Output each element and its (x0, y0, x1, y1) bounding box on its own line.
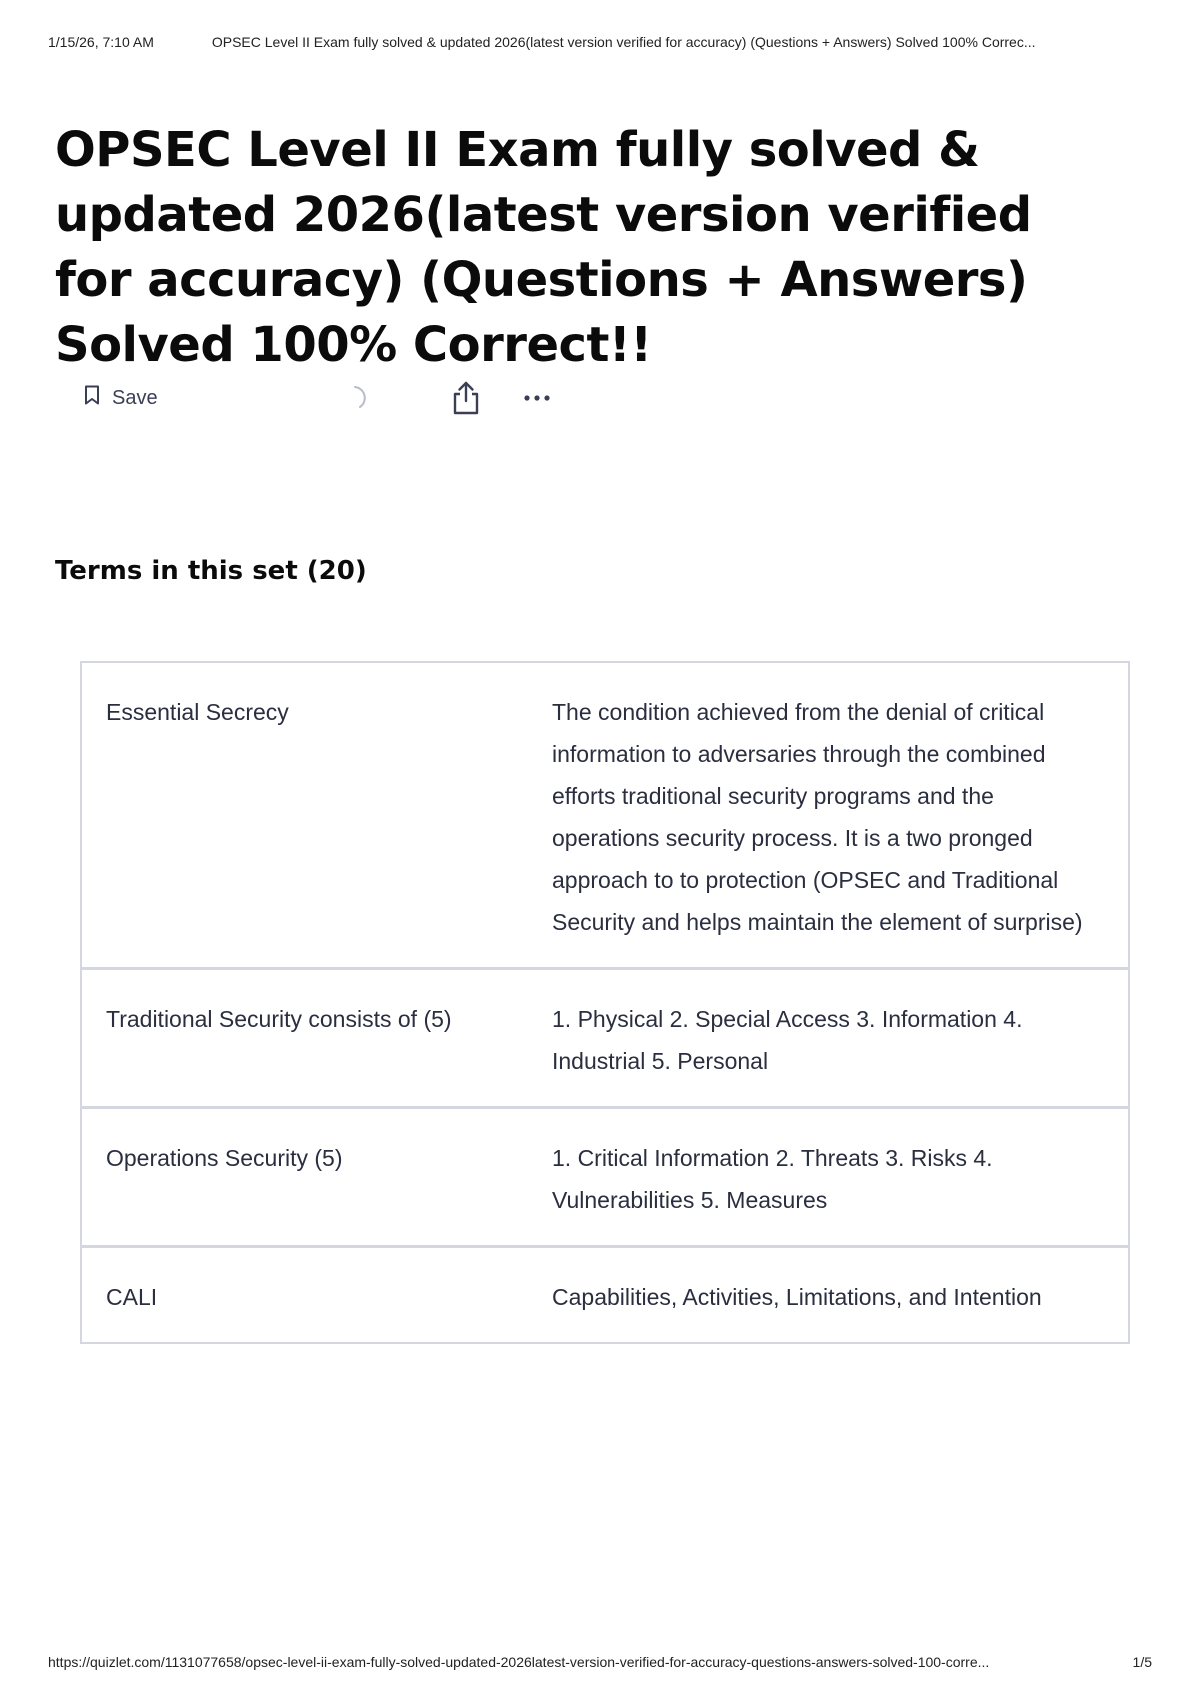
page-title: OPSEC Level II Exam fully solved & updated 2026(latest version verified for accuracy) (Questions + Answers) Solved 100% Correct!! (55, 122, 1032, 373)
save-label: Save (112, 386, 158, 409)
bookmark-icon (84, 385, 100, 411)
term-word: Essential Secrecy (106, 699, 289, 725)
term-definition: The condition achieved from the denial of critical information to adversaries through the combined efforts traditional security programs and the operations security process. It is a two pronged approach to to protection (OPSEC and Traditional Security and helps maintain the element of surprise) (552, 699, 1083, 935)
term-row (82, 967, 1128, 1106)
print-datetime: 1/15/26, 7:10 AM (48, 34, 154, 50)
term-row (82, 663, 1128, 967)
term-word: CALI (106, 1284, 158, 1310)
page-number: 1/5 (1132, 1654, 1152, 1670)
term-word: Traditional Security consists of (5) (106, 1006, 452, 1032)
term-word: Operations Security (5) (106, 1145, 343, 1171)
print-footer (48, 1654, 1152, 1670)
print-header-title: OPSEC Level II Exam fully solved & updated 2026(latest version verified for accuracy) (Questions + Answers) Solved 100% Correc... (211, 34, 1036, 50)
print-header (48, 34, 1152, 50)
term-row (82, 1245, 1128, 1342)
term-definition: Capabilities, Activities, Limitations, and Intention (552, 1284, 1042, 1310)
share-icon[interactable] (450, 380, 482, 416)
term-definition: 1. Critical Information 2. Threats 3. Risks 4. Vulnerabilities 5. Measures (552, 1145, 993, 1213)
term-definition: 1. Physical 2. Special Access 3. Information 4. Industrial 5. Personal (552, 1006, 1023, 1074)
terms-heading: Terms in this set (20) (55, 556, 367, 586)
save-button[interactable] (84, 385, 254, 411)
print-footer-url: https://quizlet.com/1131077658/opsec-level-ii-exam-fully-solved-updated-2026latest-version-verified-for-accuracy-questions-answers-solved-100-corre... (48, 1654, 990, 1670)
set-toolbar (84, 378, 554, 418)
term-row (82, 1106, 1128, 1245)
more-options-icon[interactable] (520, 383, 554, 413)
loading-spinner-icon (340, 383, 370, 413)
terms-list (80, 661, 1130, 1344)
